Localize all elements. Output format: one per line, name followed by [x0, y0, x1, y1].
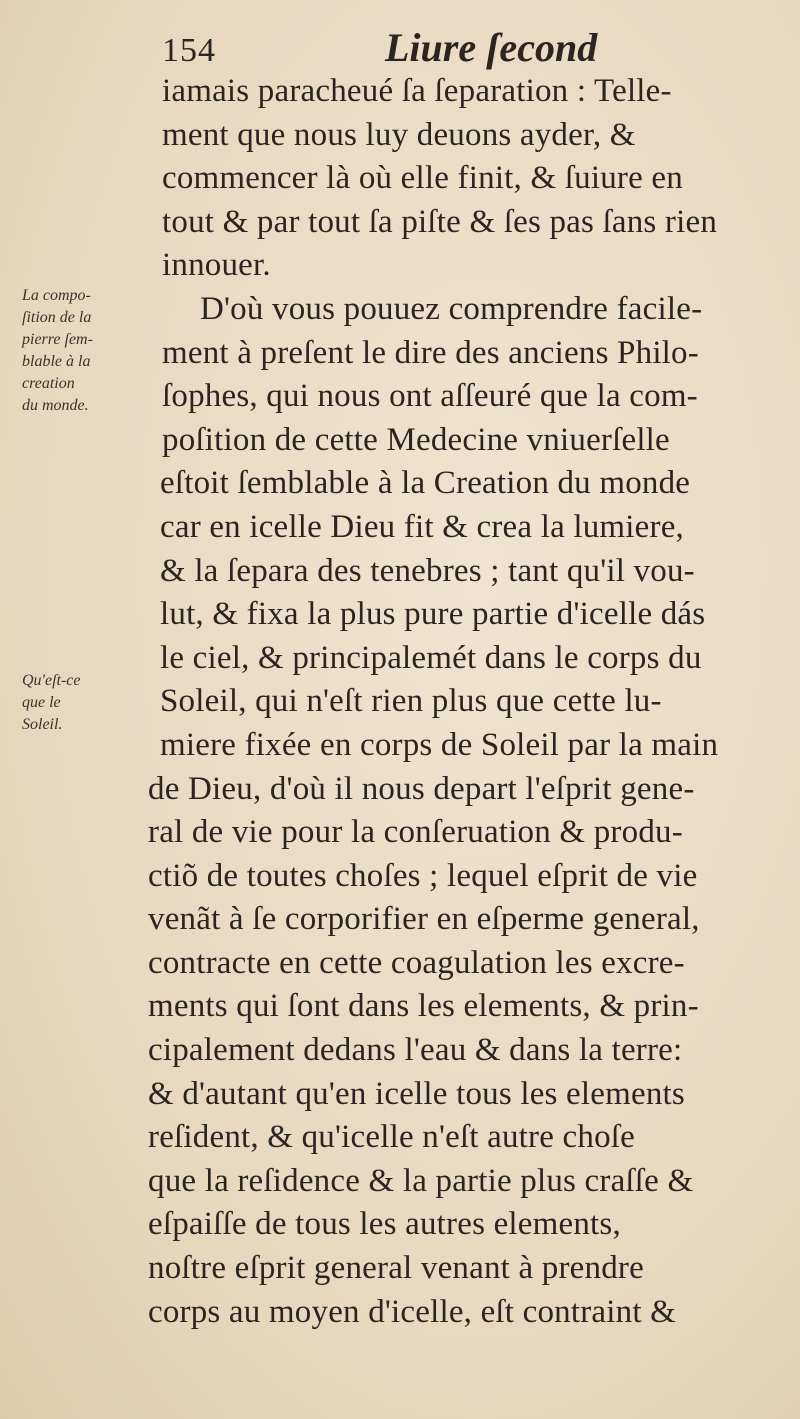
- text-line: reſident, & qu'icelle n'eſt autre choſe: [148, 1119, 635, 1156]
- text-line: ral de vie pour la conſeruation & produ-: [148, 814, 683, 851]
- margin-note-line: Qu'eſt-ce: [22, 672, 81, 689]
- text-line: lut, & fixa la plus pure partie d'icelle dás: [160, 596, 706, 633]
- page-header: [0, 22, 800, 72]
- margin-note-soleil: [22, 670, 152, 736]
- text-line: Soleil, qui n'eſt rien plus que cette lu-: [160, 683, 662, 720]
- margin-note-line: La compo-: [22, 287, 91, 304]
- text-line: ſophes, qui nous ont aſſeuré que la com-: [162, 378, 698, 415]
- text-line: commencer là où elle finit, & ſuiure en: [162, 160, 683, 197]
- text-line: que la reſidence & la partie plus craſſe &: [148, 1162, 694, 1199]
- margin-note-line: pierre ſem-: [22, 331, 93, 348]
- text-line: venãt à ſe corporifier en eſperme general,: [148, 901, 700, 938]
- text-line: ment que nous luy deuons ayder, &: [162, 116, 636, 153]
- text-line: D'où vous pouuez comprendre facile-: [200, 290, 703, 327]
- text-line: tout & par tout ſa piſte & ſes pas ſans rien: [162, 203, 718, 240]
- margin-note-line: du monde.: [22, 397, 89, 414]
- text-line: cipalement dedans l'eau & dans la terre:: [148, 1032, 683, 1069]
- text-line: ments qui ſont dans les elements, & prin-: [148, 988, 699, 1025]
- text-line: iamais paracheué ſa ſeparation : Telle-: [162, 73, 672, 109]
- text-line: de Dieu, d'où il nous depart l'eſprit gene-: [148, 770, 695, 807]
- text-line: eſpaiſſe de tous les autres elements,: [148, 1206, 621, 1243]
- margin-note-line: que le: [22, 694, 61, 711]
- text-line: corps au moyen d'icelle, eſt contraint &: [148, 1293, 677, 1330]
- text-line: contracte en cette coagulation les excre-: [148, 944, 685, 981]
- text-line: innouer.: [162, 247, 271, 284]
- text-line: eſtoit ſemblable à la Creation du monde: [160, 465, 691, 502]
- text-line: & d'autant qu'en icelle tous les elements: [148, 1075, 685, 1112]
- margin-note-composition: [22, 285, 152, 417]
- running-title: Liure ſecond: [385, 25, 598, 70]
- text-line: poſition de cette Medecine vniuerſelle: [162, 421, 670, 458]
- margin-note-line: creation: [22, 375, 75, 392]
- page-number: 154: [162, 32, 216, 69]
- text-line: ctiõ de toutes choſes ; lequel eſprit de vie: [148, 857, 698, 894]
- text-line: & la ſepara des tenebres ; tant qu'il vou-: [160, 552, 695, 589]
- margin-note-line: blable à la: [22, 353, 91, 370]
- text-line: le ciel, & principalemét dans le corps du: [160, 639, 702, 676]
- body-text: [148, 70, 788, 1334]
- text-line: ment à preſent le dire des anciens Philo-: [162, 334, 699, 371]
- text-line: car en icelle Dieu fit & crea la lumiere,: [160, 508, 685, 545]
- margin-note-line: ſition de la: [22, 309, 92, 326]
- text-line: miere fixée en corps de Soleil par la main: [160, 726, 719, 763]
- text-line: noſtre eſprit general venant à prendre: [148, 1250, 644, 1287]
- margin-note-line: Soleil.: [22, 716, 63, 733]
